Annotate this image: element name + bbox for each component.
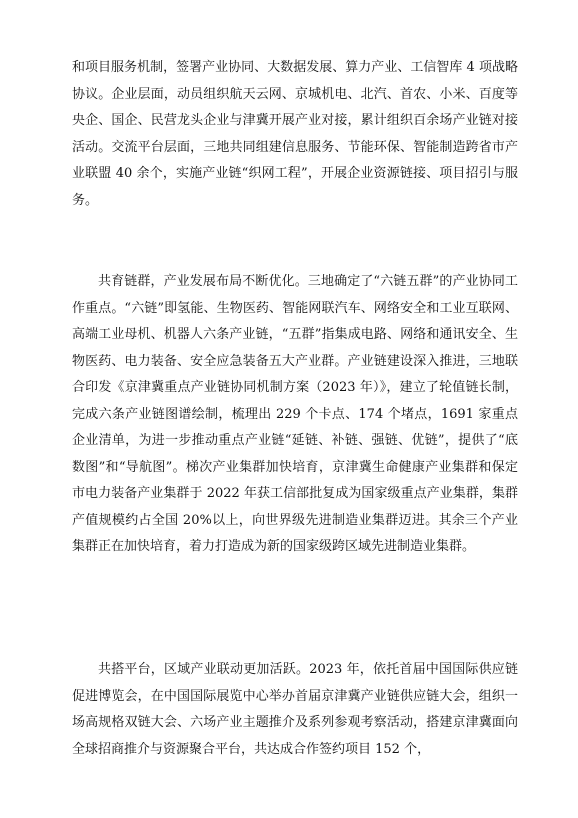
paragraph-industry-chains: 共育链群，产业发展布局不断优化。三地确定了“六链五群”的产业协同工作重点。“六链”即氢能、生物医药、智能网联汽车、网络安全和工业互联网、高端工业母机、机器人六条产业链，“五群”指集成电路、网络和通讯安全、生物医药、电力装备、安全应急装备五大产业群。产业链建设深入推进，三地联合印发《京津冀重点产业链协同机制方案（2023 年）》，建立了轮值链长制，完成六条产业链图谱绘制，梳理出 229 个卡点、174 个堵点，1691 家重点企业清单，为进一步推动重点产业链“延链、补链、强链、优链”，提供了“底数图”和“导航图”。梯次产业集群加快培育，京津冀生命健康产业集群和保定市电力装备产业集群于 2022 年获工信部批复成为国家级重点产业集群，集群产值规模约占全国 20%以上，向世界级先进制造业集群迈进。其余三个产业集群正在加快培育，着力打造成为新的国家级跨区域先进制造业集群。 xyxy=(72,274,518,554)
paragraph-platforms: 共搭平台，区域产业联动更加活跃。2023 年，依托首届中国国际供应链促进博览会，在中国国际展览中心举办首届京津冀产业链供应链大会，组织一场高规格双链大会、六场产业主题推介及系列参观考察活动，搭建京津冀面向全球招商推介与资源聚合平台，共达成合作签约项目 152 个， xyxy=(72,662,518,757)
paragraph-continuation: 和项目服务机制，签署产业协同、大数据发展、算力产业、工信智库 4 项战略协议。企业层面，动员组织航天云网、京城机电、北汽、首农、小米、百度等央企、国企、民营龙头企业与津冀开展产业对接，累计组织百余场产业链对接活动。交流平台层面，三地共同组建信息服务、节能环保、智能制造跨省市产业联盟 40 余个，实施产业链“织网工程”，开展企业资源链接、项目招引与服务。 xyxy=(72,60,518,208)
